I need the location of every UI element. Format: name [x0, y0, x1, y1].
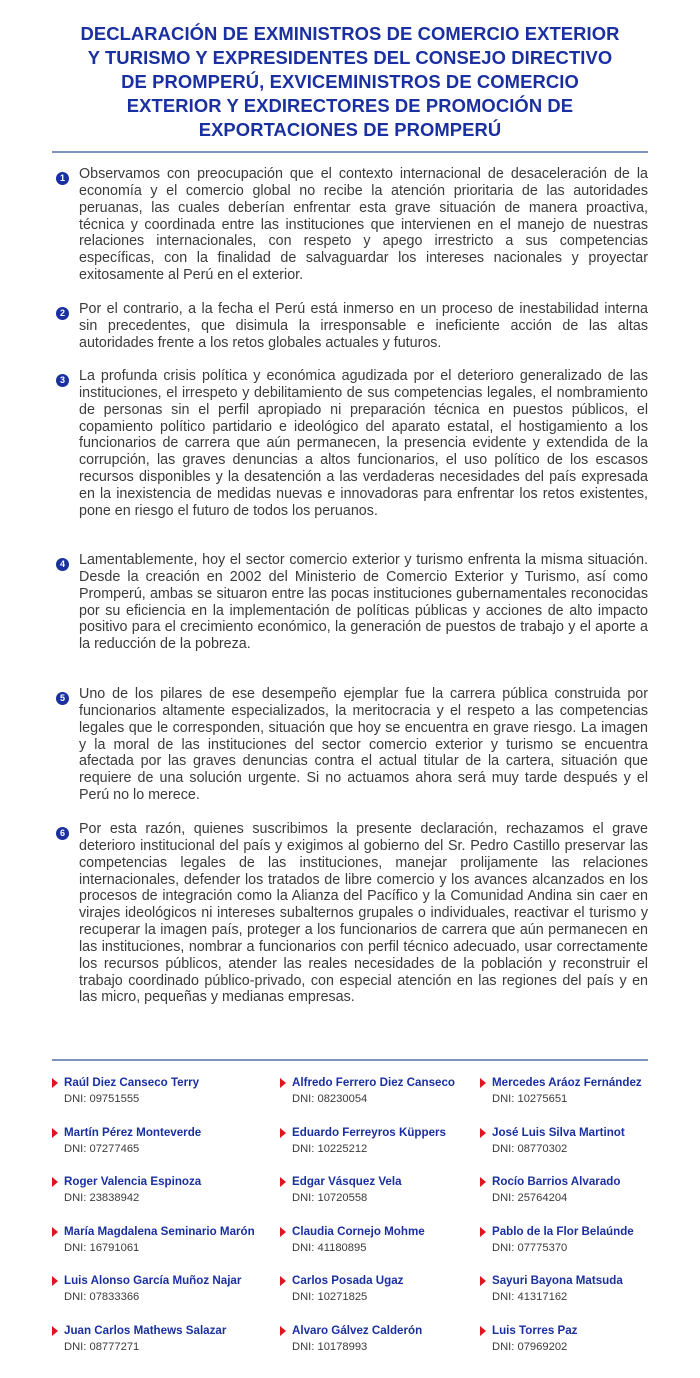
signer-name: Alvaro Gálvez Calderón	[292, 1324, 423, 1337]
signer-name: José Luis Silva Martinot	[492, 1126, 625, 1139]
signer-dni: DNI: 09751555	[64, 1093, 140, 1105]
signer-name: Claudia Cornejo Mohme	[292, 1225, 425, 1238]
number-badge-icon: 2	[56, 307, 69, 320]
signer-name: Raúl Diez Canseco Terry	[64, 1076, 200, 1089]
paragraph-text: Uno de los pilares de ese desempeño ejemplar fue la carrera pública construida por funcionarios altamente especializados, la meritocracia y el respeto a las competencias legales que le corresponden, situación que hoy se encuentra en grave riesgo. La imagen y la moral de las instituciones del sector comercio exterior y turismo se encuentra afectada por las graves denuncias contra el actual titular de la cartera, situación que requiere de una solución urgente. Si no actuamos ahora será muy tarde después y el Perú no lo merece.	[79, 686, 648, 804]
signer-dni: DNI: 10720558	[292, 1192, 368, 1204]
title-line: DECLARACIÓN DE EXMINISTROS DE COMERCIO EXTERIOR	[80, 23, 620, 44]
paragraph-text: Por esta razón, quienes suscribimos la presente declaración, rechazamos el grave deterioro institucional del país y exigimos al gobierno del Sr. Pedro Castillo preservar las competencias legales de las instituciones, manejar prolijamente las relaciones internacionales, defender los tratados de libre comercio y los avances alcanzados en los procesos de integración como la Alianza del Pacífico y la Comunidad Andina sin caer en virajes ideológicos ni intereses subalternos grupales o individuales, reactivar el turismo y recuperar la imagen país, proteger a los funcionarios de carrera que aún permanecen en las instituciones, nombrar a funcionarios con perfil técnico adecuado, usar correctamente los recursos públicos, atender las reales necesidades de la población y reconstruir el trabajo coordinado público-privado, con especial atención en las regiones del país y en las micro, pequeñas y medianas empresas.	[79, 821, 648, 1006]
signer-dni: DNI: 07775370	[492, 1242, 568, 1254]
arrow-bullet-icon	[480, 1227, 486, 1237]
signer-name: Luis Alonso García Muñoz Najar	[64, 1274, 242, 1287]
arrow-bullet-icon	[52, 1276, 58, 1286]
signer-name: Eduardo Ferreyros Küppers	[292, 1126, 446, 1139]
signer-name: Alfredo Ferrero Diez Canseco	[292, 1076, 456, 1089]
title-line: EXPORTACIONES DE PROMPERÚ	[198, 119, 502, 140]
arrow-bullet-icon	[52, 1326, 58, 1336]
paragraph-text: La profunda crisis política y económica agudizada por el deterioro generalizado de las instituciones, el irrespeto y debilitamiento de sus competencias legales, el nombramiento de personas sin el perfil apropiado ni preparación técnica en puestos públicos, el copamiento político partidario e ideológico del aparato estatal, el hostigamiento a los funcionarios de carrera que aún permanecen, la presencia evidente y extendida de la corrupción, las graves denuncias a altos funcionarios, el uso político de los escasos recursos disponibles y la desatención a las verdaderas necesidades del país expresada en la inexistencia de medidas nuevas e innovadoras para enfrentar los retos existentes, pone en riesgo el futuro de todos los peruanos.	[79, 368, 648, 519]
arrow-bullet-icon	[52, 1128, 58, 1138]
signer-dni: DNI: 10178993	[292, 1341, 368, 1353]
signer-name: Juan Carlos Mathews Salazar	[64, 1324, 227, 1337]
signer-name: Carlos Posada Ugaz	[292, 1274, 404, 1287]
signer-dni: DNI: 41317162	[492, 1291, 568, 1303]
signer-name: Mercedes Aráoz Fernández	[492, 1076, 642, 1089]
declaration-title	[40, 22, 660, 142]
signer-dni: DNI: 08770302	[492, 1143, 568, 1155]
signer-name: Rocío Barrios Alvarado	[492, 1175, 621, 1188]
arrow-bullet-icon	[280, 1078, 286, 1088]
number-badge-icon: 4	[56, 558, 69, 571]
arrow-bullet-icon	[480, 1177, 486, 1187]
signer-dni: DNI: 10275651	[492, 1093, 568, 1105]
signer-name: Sayuri Bayona Matsuda	[492, 1274, 623, 1287]
title-divider	[52, 151, 648, 153]
arrow-bullet-icon	[52, 1227, 58, 1237]
number-badge-icon: 3	[56, 374, 69, 387]
paragraph-text: Por el contrario, a la fecha el Perú está inmerso en un proceso de inestabilidad interna sin precedentes, que disimula la irresponsable e ineficiente acción de las altas autoridades frente a los retos globales actuales y futuros.	[79, 301, 648, 351]
title-line: Y TURISMO Y EXPRESIDENTES DEL CONSEJO DIRECTIVO	[87, 47, 613, 68]
signer-dni: DNI: 10225212	[292, 1143, 368, 1155]
arrow-bullet-icon	[280, 1227, 286, 1237]
number-badge-icon: 1	[56, 172, 69, 185]
arrow-bullet-icon	[480, 1326, 486, 1336]
signer-dni: DNI: 10271825	[292, 1291, 368, 1303]
signer-dni: DNI: 16791061	[64, 1242, 140, 1254]
signers-divider	[52, 1059, 648, 1061]
arrow-bullet-icon	[280, 1276, 286, 1286]
signer-name: Roger Valencia Espinoza	[64, 1175, 202, 1188]
signer-dni: DNI: 07277465	[64, 1143, 140, 1155]
signer-dni: DNI: 25764204	[492, 1192, 568, 1204]
arrow-bullet-icon	[480, 1128, 486, 1138]
signer-name: Edgar Vásquez Vela	[292, 1175, 402, 1188]
paragraph-text: Observamos con preocupación que el contexto internacional de desaceleración de la economía y el comercio global no recibe la atención prioritaria de las autoridades peruanas, las cuales deberían enfrentar esta grave situación de manera proactiva, técnica y coordinada entre las instituciones que intervienen en el manejo de nuestras relaciones internacionales, con respeto y apego irrestricto a sus competencias específicas, con la finalidad de salvaguardar los intereses nacionales y proyectar exitosamente al Perú en el exterior.	[79, 166, 648, 284]
arrow-bullet-icon	[480, 1078, 486, 1088]
signer-name: Pablo de la Flor Belaúnde	[492, 1225, 634, 1238]
signer-dni: DNI: 07969202	[492, 1341, 568, 1353]
arrow-bullet-icon	[52, 1078, 58, 1088]
arrow-bullet-icon	[280, 1326, 286, 1336]
signer-dni: DNI: 08777271	[64, 1341, 140, 1353]
arrow-bullet-icon	[280, 1177, 286, 1187]
signer-dni: DNI: 07833366	[64, 1291, 140, 1303]
signer-name: Martín Pérez Monteverde	[64, 1126, 202, 1139]
title-line: EXTERIOR Y EXDIRECTORES DE PROMOCIÓN DE	[126, 95, 574, 116]
arrow-bullet-icon	[280, 1128, 286, 1138]
arrow-bullet-icon	[52, 1177, 58, 1187]
number-badge-icon: 5	[56, 692, 69, 705]
signer-dni: DNI: 41180895	[292, 1242, 367, 1254]
signer-name: María Magdalena Seminario Marón	[64, 1225, 255, 1238]
signer-dni: DNI: 08230054	[292, 1093, 368, 1105]
number-badge-icon: 6	[56, 827, 69, 840]
signer-dni: DNI: 23838942	[64, 1192, 140, 1204]
paragraph-text: Lamentablemente, hoy el sector comercio exterior y turismo enfrenta la misma situación. Desde la creación en 2002 del Ministerio de Comercio Exterior y Turismo, así como Promperú, ambas se situaron entre las pocas instituciones gubernamentales reconocidas por su eficiencia en la implementación de políticas públicas y acciones de alto impacto positivo para el crecimiento económico, la generación de puestos de trabajo y el aporte a la reducción de la pobreza.	[79, 552, 648, 653]
title-line: DE PROMPERÚ, EXVICEMINISTROS DE COMERCIO	[121, 71, 579, 92]
signer-name: Luis Torres Paz	[492, 1324, 578, 1337]
arrow-bullet-icon	[480, 1276, 486, 1286]
